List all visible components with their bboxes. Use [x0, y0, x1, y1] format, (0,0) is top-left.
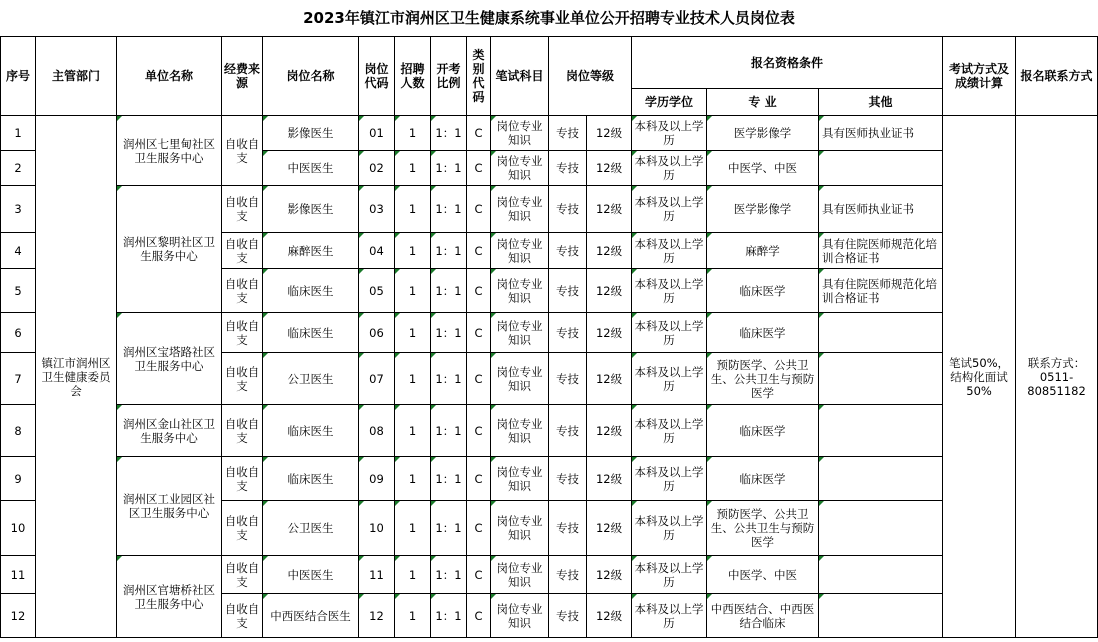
cell-seq: 12 — [1, 594, 36, 638]
cell-fund: 自收自支 — [222, 186, 263, 233]
cell-count: 1 — [395, 353, 431, 405]
cell-major: 中医学、中医 — [707, 556, 819, 594]
header-edu: 学历学位 — [632, 89, 707, 116]
cell-cat: C — [467, 501, 491, 556]
cell-other — [819, 556, 943, 594]
cell-cat: C — [467, 151, 491, 186]
cell-exam: 岗位专业知识 — [491, 594, 549, 638]
cell-edu: 本科及以上学历 — [632, 233, 707, 269]
cell-seq: 11 — [1, 556, 36, 594]
cell-post: 影像医生 — [263, 116, 359, 151]
cell-code: 11 — [359, 556, 395, 594]
cell-code: 08 — [359, 405, 395, 457]
cell-seq: 7 — [1, 353, 36, 405]
header-qual: 报名资格条件 — [632, 37, 943, 89]
cell-grade-level: 12级 — [587, 313, 632, 353]
cell-code: 07 — [359, 353, 395, 405]
cell-exam: 岗位专业知识 — [491, 116, 549, 151]
cell-post: 影像医生 — [263, 186, 359, 233]
cell-major: 临床医学 — [707, 313, 819, 353]
cell-other: 具有住院医师规范化培训合格证书 — [819, 269, 943, 313]
cell-post: 麻醉医生 — [263, 233, 359, 269]
cell-grade-type: 专技 — [549, 269, 587, 313]
cell-ratio: 1：1 — [431, 501, 467, 556]
cell-other — [819, 313, 943, 353]
cell-post: 临床医生 — [263, 269, 359, 313]
cell-grade-level: 12级 — [587, 556, 632, 594]
cell-post: 公卫医生 — [263, 353, 359, 405]
cell-count: 1 — [395, 594, 431, 638]
cell-code: 04 — [359, 233, 395, 269]
cell-major: 医学影像学 — [707, 186, 819, 233]
job-table — [0, 36, 1098, 638]
cell-major: 临床医学 — [707, 405, 819, 457]
cell-fund: 自收自支 — [222, 353, 263, 405]
cell-code: 02 — [359, 151, 395, 186]
table-row — [1, 457, 1098, 501]
cell-other: 具有住院医师规范化培训合格证书 — [819, 233, 943, 269]
cell-ratio: 1：1 — [431, 313, 467, 353]
cell-cat: C — [467, 186, 491, 233]
table-row — [1, 556, 1098, 594]
cell-edu: 本科及以上学历 — [632, 353, 707, 405]
cell-grade-level: 12级 — [587, 353, 632, 405]
cell-count: 1 — [395, 405, 431, 457]
cell-code: 03 — [359, 186, 395, 233]
cell-count: 1 — [395, 233, 431, 269]
cell-major: 中医学、中医 — [707, 151, 819, 186]
cell-grade-level: 12级 — [587, 457, 632, 501]
cell-count: 1 — [395, 457, 431, 501]
cell-post: 临床医生 — [263, 457, 359, 501]
page-title: 2023年镇江市润州区卫生健康系统事业单位公开招聘专业技术人员岗位表 — [303, 9, 795, 27]
cell-grade-type: 专技 — [549, 556, 587, 594]
cell-major: 中西医结合、中西医结合临床 — [707, 594, 819, 638]
cell-exam: 岗位专业知识 — [491, 186, 549, 233]
header-grade: 岗位等级 — [549, 37, 632, 116]
header-contact: 报名联系方式 — [1016, 37, 1098, 116]
cell-post: 中医医生 — [263, 556, 359, 594]
header-code: 岗位代码 — [359, 37, 395, 116]
cell-code: 09 — [359, 457, 395, 501]
header-method: 考试方式及成绩计算 — [943, 37, 1016, 116]
cell-code: 01 — [359, 116, 395, 151]
cell-cat: C — [467, 233, 491, 269]
cell-ratio: 1：1 — [431, 186, 467, 233]
header-cat: 类别代码 — [467, 37, 491, 116]
cell-other — [819, 405, 943, 457]
header-post: 岗位名称 — [263, 37, 359, 116]
cell-grade-level: 12级 — [587, 186, 632, 233]
cell-post: 临床医生 — [263, 313, 359, 353]
header-seq: 序号 — [1, 37, 36, 116]
cell-cat: C — [467, 353, 491, 405]
cell-unit: 润州区黎明社区卫生服务中心 — [117, 186, 222, 313]
cell-cat: C — [467, 116, 491, 151]
cell-ratio: 1：1 — [431, 457, 467, 501]
cell-fund: 自收自支 — [222, 269, 263, 313]
cell-grade-type: 专技 — [549, 233, 587, 269]
cell-ratio: 1：1 — [431, 233, 467, 269]
cell-edu: 本科及以上学历 — [632, 457, 707, 501]
cell-code: 06 — [359, 313, 395, 353]
cell-major: 医学影像学 — [707, 116, 819, 151]
cell-major: 预防医学、公共卫生、公共卫生与预防医学 — [707, 501, 819, 556]
header-dept: 主管部门 — [36, 37, 117, 116]
cell-fund: 自收自支 — [222, 233, 263, 269]
cell-fund: 自收自支 — [222, 594, 263, 638]
cell-post: 中医医生 — [263, 151, 359, 186]
cell-post: 公卫医生 — [263, 501, 359, 556]
cell-dept: 镇江市润州区卫生健康委员会 — [36, 116, 117, 638]
cell-grade-type: 专技 — [549, 151, 587, 186]
header-major: 专 业 — [707, 89, 819, 116]
cell-count: 1 — [395, 151, 431, 186]
cell-fund: 自收自支 — [222, 556, 263, 594]
cell-other — [819, 151, 943, 186]
cell-cat: C — [467, 313, 491, 353]
cell-exam: 岗位专业知识 — [491, 405, 549, 457]
cell-edu: 本科及以上学历 — [632, 313, 707, 353]
cell-unit: 润州区官塘桥社区卫生服务中心 — [117, 556, 222, 638]
cell-major: 麻醉学 — [707, 233, 819, 269]
cell-cat: C — [467, 405, 491, 457]
cell-grade-type: 专技 — [549, 405, 587, 457]
cell-edu: 本科及以上学历 — [632, 594, 707, 638]
header-exam: 笔试科目 — [491, 37, 549, 116]
cell-exam: 岗位专业知识 — [491, 556, 549, 594]
cell-grade-level: 12级 — [587, 405, 632, 457]
cell-edu: 本科及以上学历 — [632, 186, 707, 233]
cell-grade-level: 12级 — [587, 116, 632, 151]
cell-other — [819, 501, 943, 556]
table-body — [1, 116, 1098, 638]
cell-seq: 10 — [1, 501, 36, 556]
cell-cat: C — [467, 594, 491, 638]
cell-ratio: 1：1 — [431, 594, 467, 638]
cell-grade-type: 专技 — [549, 457, 587, 501]
cell-grade-type: 专技 — [549, 594, 587, 638]
cell-other — [819, 594, 943, 638]
cell-exam: 岗位专业知识 — [491, 233, 549, 269]
cell-ratio: 1：1 — [431, 556, 467, 594]
cell-exam: 岗位专业知识 — [491, 269, 549, 313]
cell-code: 10 — [359, 501, 395, 556]
table-row — [1, 405, 1098, 457]
cell-seq: 1 — [1, 116, 36, 151]
cell-unit: 润州区金山社区卫生服务中心 — [117, 405, 222, 457]
header-fund: 经费来源 — [222, 37, 263, 116]
cell-ratio: 1：1 — [431, 116, 467, 151]
cell-fund: 自收自支 — [222, 116, 263, 186]
cell-exam: 岗位专业知识 — [491, 313, 549, 353]
cell-other: 具有医师执业证书 — [819, 186, 943, 233]
cell-grade-level: 12级 — [587, 151, 632, 186]
cell-fund: 自收自支 — [222, 313, 263, 353]
cell-method: 笔试50%，结构化面试50% — [943, 116, 1016, 638]
cell-count: 1 — [395, 501, 431, 556]
header-unit: 单位名称 — [117, 37, 222, 116]
cell-grade-type: 专技 — [549, 186, 587, 233]
cell-exam: 岗位专业知识 — [491, 353, 549, 405]
cell-fund: 自收自支 — [222, 501, 263, 556]
cell-other: 具有医师执业证书 — [819, 116, 943, 151]
cell-edu: 本科及以上学历 — [632, 269, 707, 313]
cell-count: 1 — [395, 116, 431, 151]
cell-edu: 本科及以上学历 — [632, 405, 707, 457]
header-count: 招聘人数 — [395, 37, 431, 116]
cell-edu: 本科及以上学历 — [632, 151, 707, 186]
cell-unit: 润州区宝塔路社区卫生服务中心 — [117, 313, 222, 405]
cell-cat: C — [467, 269, 491, 313]
header-ratio: 开考比例 — [431, 37, 467, 116]
cell-seq: 9 — [1, 457, 36, 501]
cell-cat: C — [467, 457, 491, 501]
table-row — [1, 116, 1098, 151]
cell-major: 预防医学、公共卫生、公共卫生与预防医学 — [707, 353, 819, 405]
cell-other — [819, 457, 943, 501]
cell-count: 1 — [395, 556, 431, 594]
cell-grade-level: 12级 — [587, 594, 632, 638]
cell-grade-type: 专技 — [549, 353, 587, 405]
cell-seq: 3 — [1, 186, 36, 233]
cell-code: 12 — [359, 594, 395, 638]
cell-count: 1 — [395, 186, 431, 233]
cell-grade-level: 12级 — [587, 501, 632, 556]
table-row — [1, 313, 1098, 353]
cell-seq: 8 — [1, 405, 36, 457]
cell-ratio: 1：1 — [431, 269, 467, 313]
cell-edu: 本科及以上学历 — [632, 556, 707, 594]
cell-ratio: 1：1 — [431, 405, 467, 457]
cell-grade-type: 专技 — [549, 501, 587, 556]
cell-post: 中西医结合医生 — [263, 594, 359, 638]
header-other: 其他 — [819, 89, 943, 116]
cell-fund: 自收自支 — [222, 405, 263, 457]
cell-exam: 岗位专业知识 — [491, 151, 549, 186]
cell-ratio: 1：1 — [431, 151, 467, 186]
cell-count: 1 — [395, 269, 431, 313]
cell-exam: 岗位专业知识 — [491, 501, 549, 556]
cell-edu: 本科及以上学历 — [632, 116, 707, 151]
cell-seq: 6 — [1, 313, 36, 353]
cell-seq: 5 — [1, 269, 36, 313]
cell-other — [819, 353, 943, 405]
cell-contact: 联系方式：0511-80851182 — [1016, 116, 1098, 638]
cell-grade-level: 12级 — [587, 233, 632, 269]
cell-unit: 润州区七里甸社区卫生服务中心 — [117, 116, 222, 186]
cell-seq: 4 — [1, 233, 36, 269]
cell-seq: 2 — [1, 151, 36, 186]
cell-grade-level: 12级 — [587, 269, 632, 313]
cell-cat: C — [467, 556, 491, 594]
table-row — [1, 186, 1098, 233]
cell-unit: 润州区工业园区社区卫生服务中心 — [117, 457, 222, 556]
cell-code: 05 — [359, 269, 395, 313]
cell-major: 临床医学 — [707, 457, 819, 501]
cell-fund: 自收自支 — [222, 457, 263, 501]
cell-grade-type: 专技 — [549, 313, 587, 353]
cell-ratio: 1：1 — [431, 353, 467, 405]
cell-exam: 岗位专业知识 — [491, 457, 549, 501]
cell-major: 临床医学 — [707, 269, 819, 313]
cell-edu: 本科及以上学历 — [632, 501, 707, 556]
cell-count: 1 — [395, 313, 431, 353]
cell-post: 临床医生 — [263, 405, 359, 457]
cell-grade-type: 专技 — [549, 116, 587, 151]
